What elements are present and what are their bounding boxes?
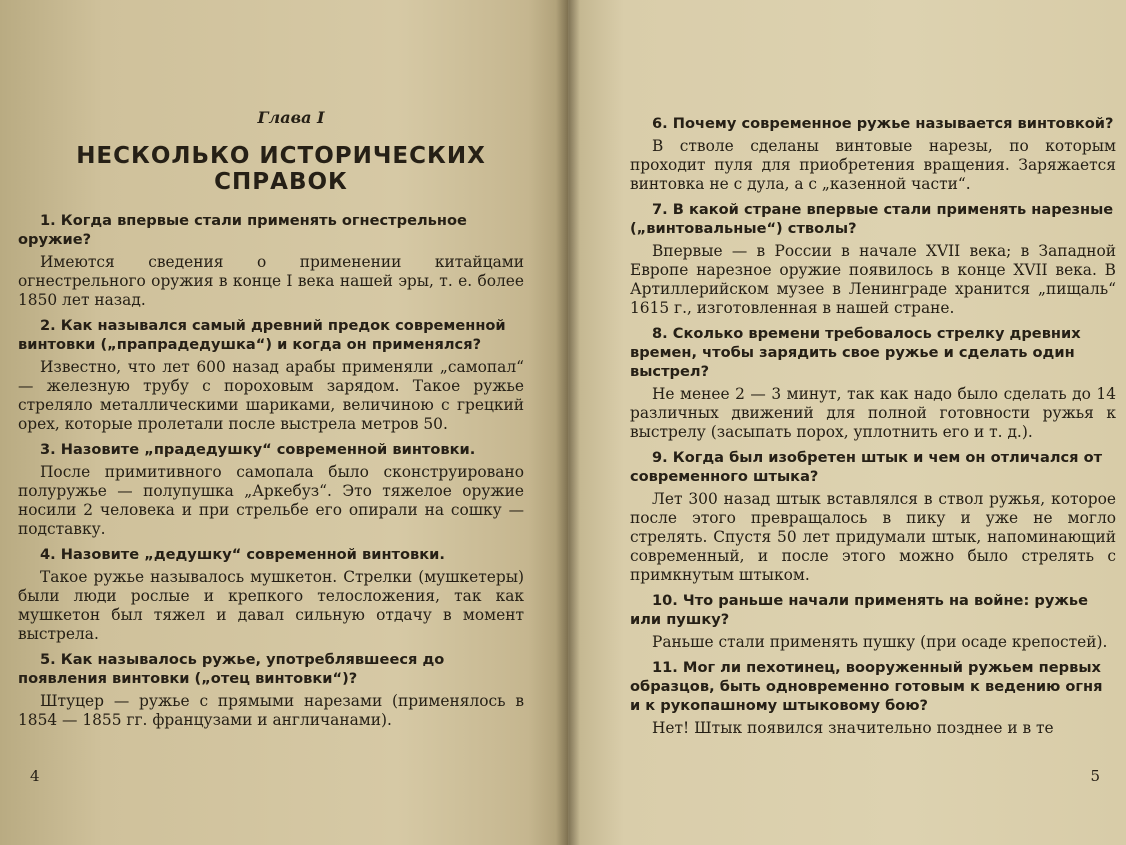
question-10: 10. Что раньше начали применять на войне: ружье или пушку? [630,592,1088,628]
answer-8: Не менее 2 — 3 минут, так как надо было сделать до 14 различных движений для полной готовности ружья к выстрелу (засыпать порох, уплотнить его и т. д.). [630,385,1116,441]
question-6: 6. Почему современное ружье называется винтовкой? [652,115,1114,132]
question-4: 4. Назовите „дедушку“ современной винтовки. [40,546,445,563]
answer-1: Имеются сведения о применении китайцами огнестрельного оружия в конце I века нашей эры, т. е. более 1850 лет назад. [18,253,524,309]
question-8: 8. Сколько времени требовалось стрелку древних времен, чтобы зарядить свое ружье и сделать один выстрел? [630,325,1081,380]
page-number-right: 5 [1090,767,1100,785]
answer-6: В стволе сделаны винтовые нарезы, по которым проходит пуля для приобретения вращения. Заряжается винтовка не с дула, а с „казенной части“. [630,137,1116,193]
answer-11: Нет! Штык появился значительно позднее и в те [652,719,1054,737]
question-1: 1. Когда впервые стали применять огнестрельное оружие? [18,212,467,248]
answer-3: После примитивного самопала было сконструировано полуружье — полупушка „Аркебуз“. Это тяжелое оружие носили 2 человека и при стрельбе его опирали на сошку — подставку. [18,463,524,538]
question-2: 2. Как назывался самый древний предок современной винтовки („прапрадедушка“) и когда он применялся? [18,317,506,353]
answer-7: Впервые — в России в начале XVII века; в Западной Европе нарезное оружие появилось в конце XVII века. В Артиллерийском музее в Ленинграде хранится „пищаль“ 1615 г., изготовленная в нашей стране. [630,242,1116,317]
question-5: 5. Как называлось ружье, употреблявшееся до появления винтовки („отец винтовки“)? [18,651,445,687]
question-3: 3. Назовите „прадедушку“ современной винтовки. [40,441,476,458]
chapter-title: НЕСКОЛЬКО ИСТОРИЧЕСКИХ СПРАВОК [76,143,486,195]
question-7: 7. В какой стране впервые стали применять нарезные („винтовальные“) стволы? [630,201,1114,237]
page-number-left: 4 [30,767,40,785]
answer-9: Лет 300 назад штык вставлялся в ствол ружья, которое после этого превращалось в пику и уже не могло стрелять. Спустя 50 лет придумали штык, напоминающий современный, и после этого можно было стрелять с примкнутым штыком. [630,490,1116,584]
chapter-label: Глава I [257,108,325,127]
question-9: 9. Когда был изобретен штык и чем он отличался от современного штыка? [630,449,1103,485]
answer-2: Известно, что лет 600 назад арабы применяли „самопал“ — железную трубу с пороховым зарядом. Такое ружье стреляло металлическими шариками, величиною с грецкий орех, которые пролетали после выстрела метров 50. [18,358,524,433]
answer-4: Такое ружье называлось мушкетон. Стрелки (мушкетеры) были люди рослые и крепкого телосложения, так как мушкетон был тяжел и давал сильную отдачу в момент выстрела. [18,568,524,643]
question-11: 11. Мог ли пехотинец, вооруженный ружьем первых образцов, быть одновременно готовым к ведению огня и к рукопашному штыковому бою? [630,659,1103,714]
answer-5: Штуцер — ружье с прямыми нарезами (применялось в 1854 — 1855 гг. французами и англичанами). [18,692,524,729]
right-page [568,0,1126,845]
answer-10: Раньше стали применять пушку (при осаде крепостей). [652,633,1108,651]
